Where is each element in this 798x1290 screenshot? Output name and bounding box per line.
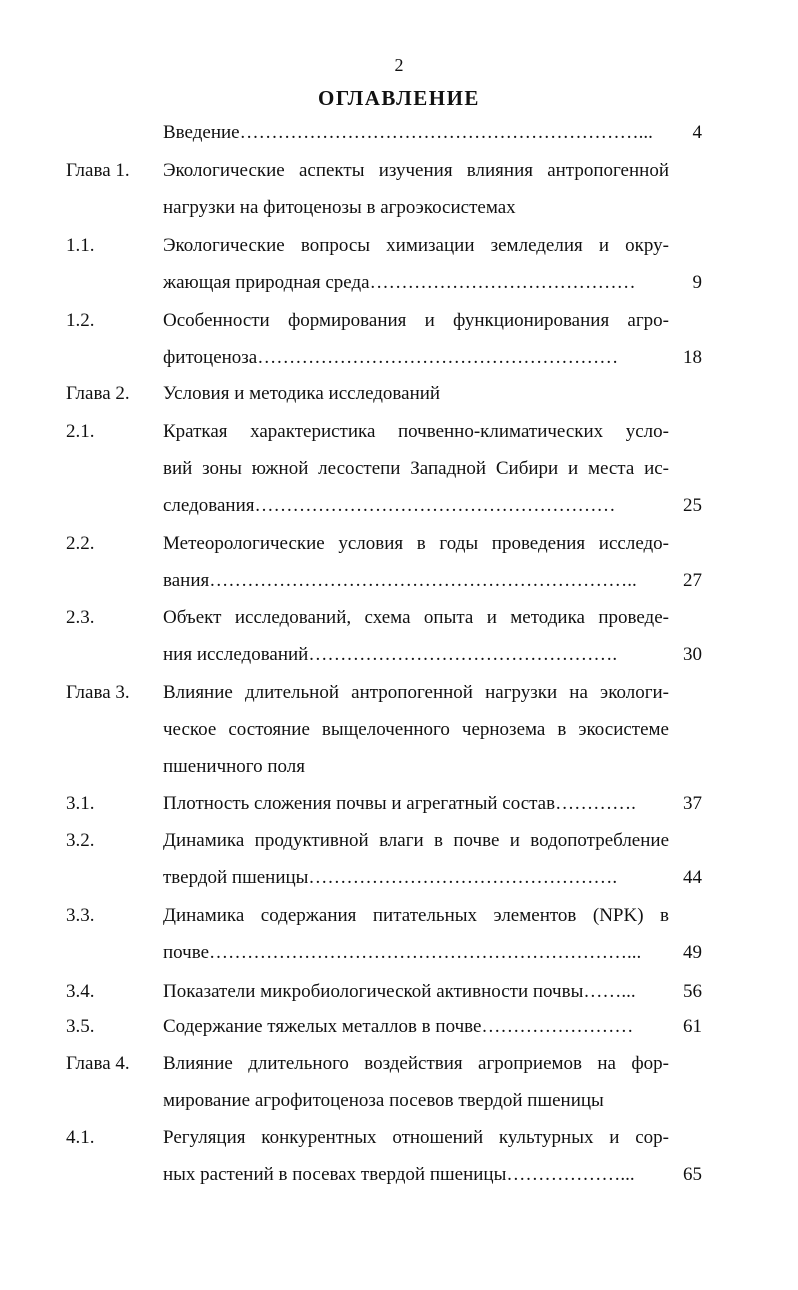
toc-entry-page: 9 <box>692 272 702 293</box>
toc-entry-number: 3.3. <box>66 905 95 926</box>
toc-entry-line: нагрузки на фитоценозы в агроэкосистемах <box>163 197 516 218</box>
toc-entry-page: 18 <box>683 347 702 368</box>
toc-entry-line: следования………………………………………………… <box>163 495 616 516</box>
toc-entry-page: 4 <box>692 122 702 143</box>
toc-entry-line: Метеорологические условия в годы проведения исследо- <box>163 533 669 554</box>
toc-entry-line: Экологические вопросы химизации земледелия и окру- <box>163 235 669 256</box>
toc-entry-line: Краткая характеристика почвенно-климатических усло- <box>163 421 669 442</box>
toc-entry-number: 2.3. <box>66 607 95 628</box>
toc-entry-line: жающая природная среда…………………………………… <box>163 272 636 293</box>
toc-entry-number: 3.5. <box>66 1016 95 1037</box>
toc-entry-line: Особенности формирования и функционирования агро- <box>163 310 669 331</box>
toc-entry-number: 3.1. <box>66 793 95 814</box>
toc-entry-line: Плотность сложения почвы и агрегатный состав…………. <box>163 793 636 814</box>
toc-entry-line: ческое состояние выщелоченного чернозема в экосистеме <box>163 719 669 740</box>
toc-entry-line: Динамика содержания питательных элементов (NPK) в <box>163 905 669 926</box>
toc-entry-line: фитоценоза………………………………………………… <box>163 347 619 368</box>
toc-entry-number: Глава 2. <box>66 383 130 404</box>
toc-entry-number: 3.2. <box>66 830 95 851</box>
toc-entry-number: Глава 3. <box>66 682 130 703</box>
toc-entry-line: ния исследований…………………………………………. <box>163 644 618 665</box>
toc-entry-page: 30 <box>683 644 702 665</box>
toc-entry-line: твердой пшеницы…………………………………………. <box>163 867 618 888</box>
page-number: 2 <box>394 55 404 75</box>
toc-entry-page: 37 <box>683 793 702 814</box>
toc-entry-page: 25 <box>683 495 702 516</box>
toc-entry-line: Динамика продуктивной влаги в почве и водопотребление <box>163 830 669 851</box>
toc-entry-number: 1.1. <box>66 235 95 256</box>
toc-entry-line: Введение………………………………………………………... <box>163 122 653 143</box>
toc-entry-line: Регуляция конкурентных отношений культурных и сор- <box>163 1127 669 1148</box>
toc-title: ОГЛАВЛЕНИЕ <box>318 86 480 110</box>
toc-entry-number: 2.2. <box>66 533 95 554</box>
toc-entry-line: ных растений в посевах твердой пшеницы………………... <box>163 1164 635 1185</box>
toc-entry-line: Объект исследований, схема опыта и методика проведе- <box>163 607 669 628</box>
toc-entry-page: 61 <box>683 1016 702 1037</box>
toc-entry-page: 49 <box>683 942 702 963</box>
toc-entry-line: Условия и методика исследований <box>163 383 441 404</box>
toc-entry-number: 1.2. <box>66 310 95 331</box>
toc-entry-line: почве…………………………………………………………... <box>163 942 642 963</box>
toc-entry-line: вий зоны южной лесостепи Западной Сибири и места ис- <box>163 458 669 479</box>
toc-entry-line: Влияние длительной антропогенной нагрузки на экологи- <box>163 682 669 703</box>
toc-entry-number: 2.1. <box>66 421 95 442</box>
toc-entry-line: Экологические аспекты изучения влияния антропогенной <box>163 160 669 181</box>
toc-entry-number: Глава 1. <box>66 160 130 181</box>
toc-entry-line: Показатели микробиологической активности почвы……... <box>163 981 636 1002</box>
toc-entry-line: мирование агрофитоценоза посевов твердой пшеницы <box>163 1090 604 1111</box>
toc-entry-page: 56 <box>683 981 702 1002</box>
toc-entry-page: 65 <box>683 1164 702 1185</box>
toc-entry-page: 44 <box>683 867 702 888</box>
toc-entry-number: 3.4. <box>66 981 95 1002</box>
toc-entry-line: Влияние длительного воздействия агроприемов на фор- <box>163 1053 669 1074</box>
toc-entry-line: пшеничного поля <box>163 756 305 777</box>
toc-entry-line: вания………………………………………………………….. <box>163 570 637 591</box>
toc-entry-page: 27 <box>683 570 702 591</box>
toc-entry-number: Глава 4. <box>66 1053 130 1074</box>
toc-entry-line: Содержание тяжелых металлов в почве…………………… <box>163 1016 634 1037</box>
toc-entry-number: 4.1. <box>66 1127 95 1148</box>
